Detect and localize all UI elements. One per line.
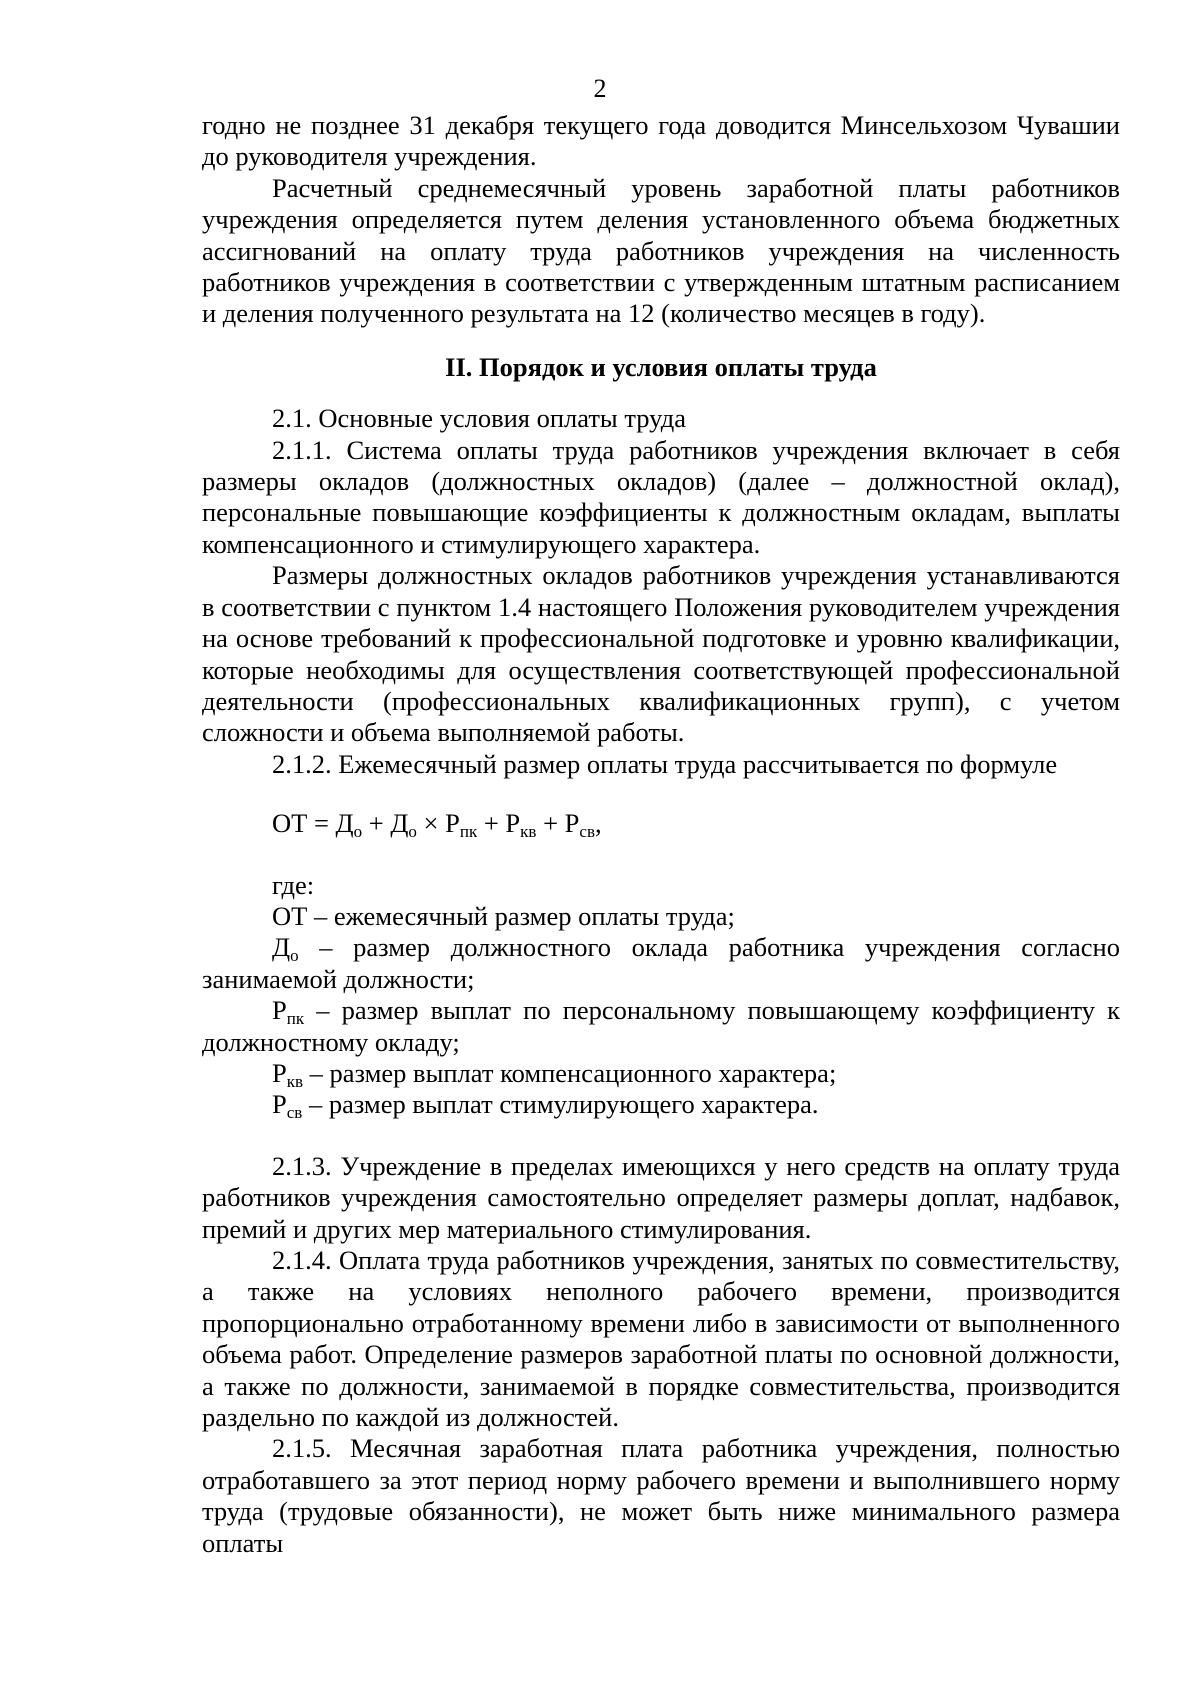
formula-term-do: Д	[390, 808, 409, 839]
paragraph-2-1-3: 2.1.3. Учреждение в пределах имеющихся у него средств на оплату труда работников учреждения самостоятельно определяет размеры доплат, надбавок, премий и других мер материального стимулирования.	[202, 1150, 1120, 1244]
formula-sub: св	[579, 822, 595, 842]
formula-plus: +	[362, 808, 391, 839]
formula-term-rpk: Р	[445, 808, 460, 839]
definition-rkv	[202, 1058, 1120, 1089]
formula-term-rsv: Р	[564, 808, 580, 839]
symbol-sub: св	[286, 1103, 303, 1123]
definition-rsv	[202, 1089, 1120, 1123]
symbol: Р	[272, 1057, 287, 1088]
where-label: где:	[272, 869, 315, 900]
paragraph-salary-sizes: Размеры должностных окладов работников учреждения устанавливаются в соответствии с пунктом 1.4 настоящего Положения руководителем учреждения на основе требований к профессиональной подготовке и уровню квалификации, которые необходимы для осуществления соответствующей профессиональной деятельности (профессиональных квалификационных групп), с учетом сложности и объема выполняемой работы.	[202, 560, 1120, 748]
definition-ot: ОТ – ежемесячный размер оплаты труда;	[272, 900, 735, 931]
paragraph-2-1-2: 2.1.2. Ежемесячный размер оплаты труда рассчитывается по формуле	[272, 748, 1058, 779]
symbol: Р	[272, 995, 287, 1026]
paragraph-salary-level: Расчетный среднемесячный уровень заработной платы работников учреждения определяется путем деления установленного объема бюджетных ассигнований на оплату труда работников учреждения на численность работников учреждения в соответствии с утвержденным штатным расписанием и деления полученного результата на 12 (количество месяцев в году).	[202, 172, 1120, 329]
section-heading: II. Порядок и условия оплаты труда	[445, 351, 877, 382]
formula-term-do: Д	[335, 808, 354, 839]
definition-text: – размер выплат по персональному повышающему коэффициенту к должностному окладу;	[202, 995, 1120, 1057]
formula-sub: о	[353, 822, 363, 842]
symbol-sub: о	[290, 946, 299, 966]
definition-text: – размер выплат компенсационного характера;	[303, 1057, 837, 1088]
paragraph-2-1-1: 2.1.1. Система оплаты труда работников учреждения включает в себя размеры окладов (должностных окладов) (далее – должностной оклад), персональные повышающие коэффициенты к должностным окладам, выплаты компенсационного и стимулирующего характера.	[202, 434, 1120, 559]
document-body	[202, 110, 1120, 1559]
formula-sub: пк	[459, 822, 478, 842]
formula	[202, 808, 1120, 842]
paragraph-2-1-5: 2.1.5. Месячная заработная плата работника учреждения, полностью отработавшего за этот период норму рабочего времени и выполнившего норму труда (трудовые обязанности), не может быть ниже минимального размера оплаты	[202, 1433, 1120, 1558]
symbol: Р	[272, 1089, 287, 1120]
formula-lhs: ОТ	[272, 808, 308, 839]
formula-sub: кв	[520, 822, 537, 842]
paragraph-continuation: годно не позднее 31 декабря текущего года доводится Минсельхозом Чувашии до руководителя учреждения.	[202, 110, 1120, 172]
symbol: Д	[272, 932, 291, 963]
definition-do	[202, 932, 1120, 995]
definition-text: – размер должностного оклада работника учреждения согласно занимаемой должности;	[202, 932, 1120, 994]
formula-plus: +	[477, 808, 506, 839]
paragraph-2-1-4: 2.1.4. Оплата труда работников учреждения, занятых по совместительству, а также на условиях неполного рабочего времени, производится пропорционально отработанному времени либо в зависимости от выполненного объема работ. Определение размеров заработной платы по основной должности, а также по должности, занимаемой в порядке совместительства, производится раздельно по каждой из должностей.	[202, 1245, 1120, 1433]
subsection-title: 2.1. Основные условия оплаты труда	[272, 403, 686, 434]
formula-end: ,	[594, 808, 602, 839]
formula-plus: +	[536, 808, 565, 839]
symbol-sub: пк	[286, 1009, 305, 1029]
formula-sub: о	[408, 822, 417, 842]
definition-text: – размер выплат стимулирующего характера.	[302, 1089, 819, 1120]
formula-term-rkv: Р	[505, 808, 521, 839]
symbol-sub: кв	[286, 1071, 304, 1091]
page-number: 2	[593, 74, 607, 103]
definition-rpk	[202, 995, 1120, 1058]
formula-times: ×	[416, 808, 446, 839]
formula-eq: =	[307, 808, 336, 839]
